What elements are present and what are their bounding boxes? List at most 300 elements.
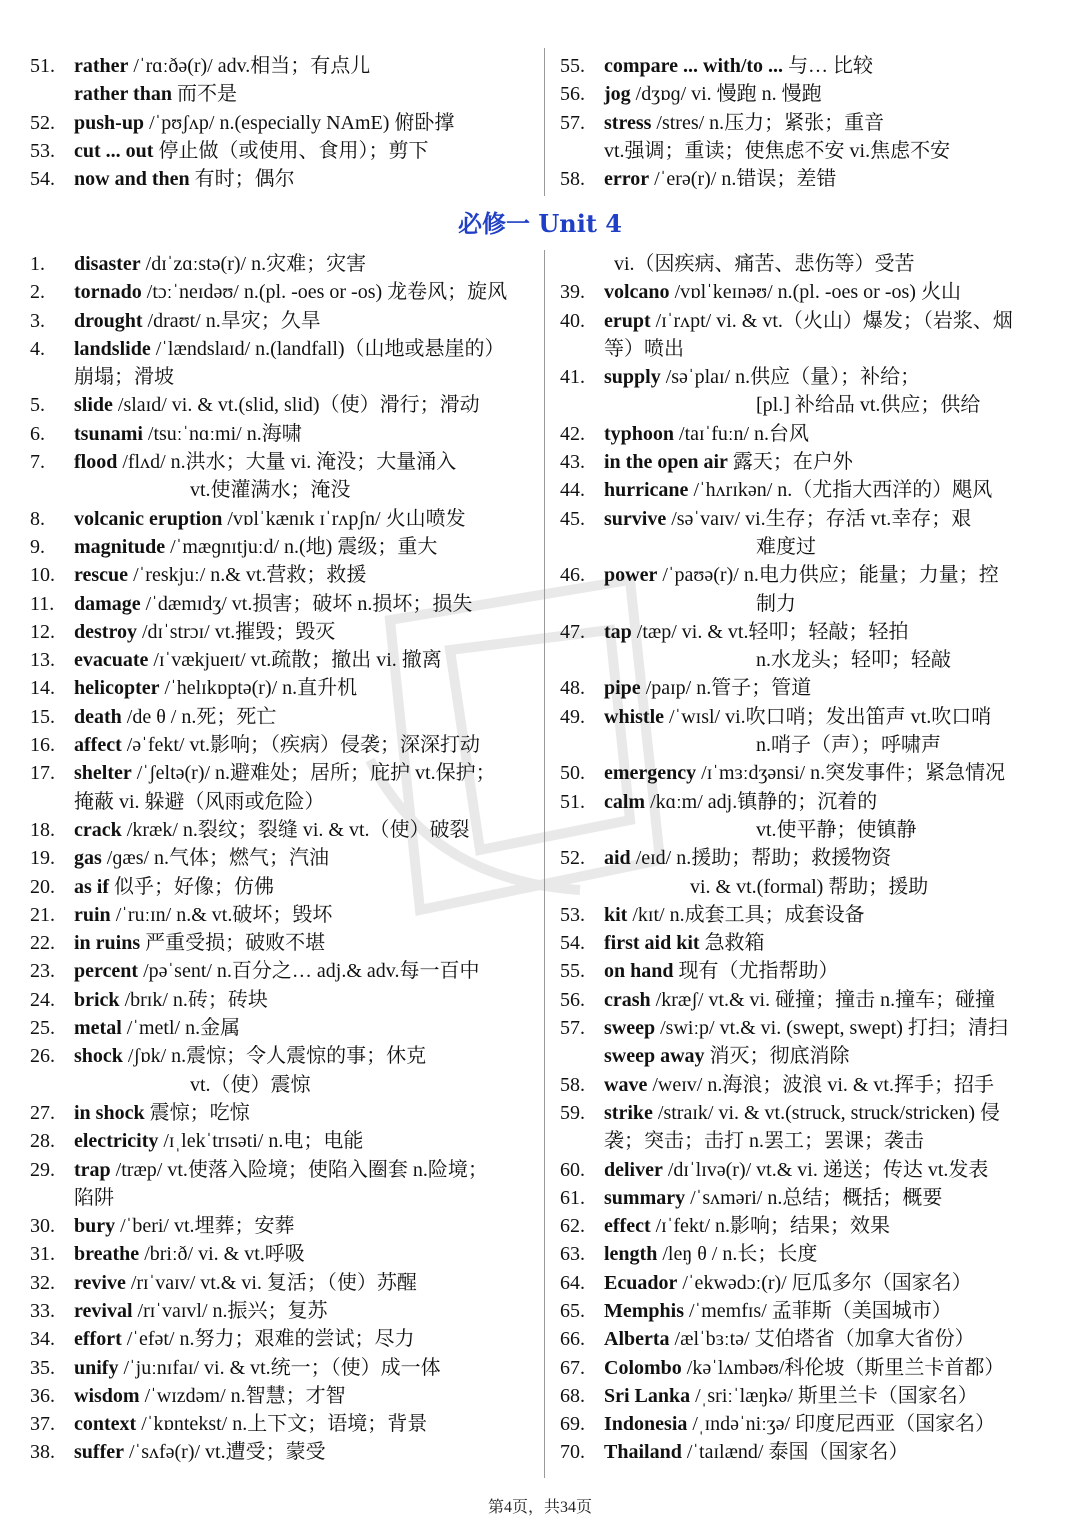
entry-word: whistle <box>604 705 664 728</box>
entry-word: landslide <box>74 337 151 360</box>
entry-number: 17. <box>30 762 55 785</box>
entry-number: 65. <box>560 1299 585 1322</box>
entry-number: 51. <box>560 790 585 813</box>
entry-word: percent <box>74 960 139 983</box>
entry-number: 19. <box>30 847 55 870</box>
entry-number: 66. <box>560 1328 585 1351</box>
entry-definition: /vɒlˈkeɪnəʊ/ n.(pl. -oes or -os) 火山 <box>669 281 961 304</box>
entry-number: 4. <box>30 337 45 360</box>
entry-number: 52. <box>560 847 585 870</box>
entry-definition: /rɪˈvaɪv/ vt.& vi. 复活；（使）苏醒 <box>125 1271 417 1294</box>
entry-word: rather <box>74 55 129 77</box>
vocab-entry <box>30 505 535 533</box>
entry-definition: [pl.] 补给品 vt.供应；供给 <box>756 394 981 417</box>
entry-definition: /tsuːˈnɑːmi/ n.海啸 <box>142 422 302 445</box>
entry-word: unify <box>74 1356 119 1379</box>
entry-word: tsunami <box>74 422 143 445</box>
entry-definition: /kɪt/ n.成套工具；成套设备 <box>627 903 865 926</box>
entry-definition: 难度过 <box>756 535 816 558</box>
entry-word: pipe <box>604 677 641 700</box>
vocab-entry-continuation <box>560 137 1065 165</box>
entry-definition: /ˈefət/ n.努力；艰难的尝试；尽力 <box>121 1328 415 1351</box>
entry-word: metal <box>74 1017 122 1040</box>
entry-number: 58. <box>560 1073 585 1096</box>
entry-number: 45. <box>560 507 585 530</box>
vocab-entry <box>30 901 535 929</box>
entry-number: 36. <box>30 1384 55 1407</box>
entry-number: 32. <box>30 1271 55 1294</box>
entry-number: 46. <box>560 564 585 587</box>
entry-definition: 陷阱 <box>74 1186 114 1209</box>
entry-number: 40. <box>560 309 585 332</box>
entry-word: wisdom <box>74 1384 140 1407</box>
entry-word: context <box>74 1413 137 1436</box>
vocab-entry <box>560 759 1065 787</box>
vocab-entry <box>560 901 1065 929</box>
entry-number: 37. <box>30 1413 55 1436</box>
vocab-entry-continuation <box>560 335 1065 363</box>
entry-definition: /de θ / n.死；死亡 <box>121 705 277 728</box>
entry-definition: /ˈdæmɪdʒ/ vt.损害；破坏 n.损坏；损失 <box>140 592 473 615</box>
vocab-entry <box>30 391 535 419</box>
vocab-entry <box>30 1410 535 1438</box>
entry-definition: 而不是 <box>171 83 237 106</box>
entry-word: ruin <box>74 903 111 926</box>
entry-word: flood <box>74 451 118 474</box>
entry-word: Thailand <box>604 1441 682 1464</box>
vocab-entry <box>30 1156 535 1184</box>
entry-word: crack <box>74 818 122 841</box>
entry-word: breathe <box>74 1243 140 1266</box>
vocab-entry <box>560 505 1065 533</box>
entry-word: damage <box>74 592 141 615</box>
entry-number: 16. <box>30 734 55 757</box>
entry-word: death <box>74 705 122 728</box>
entry-word: tap <box>604 620 632 643</box>
entry-definition: /ɪˈvækjueɪt/ vt.疏散；撤出 vi. 撤离 <box>148 649 442 672</box>
entry-word: drought <box>74 309 143 332</box>
vocab-entry-continuation <box>30 1071 535 1099</box>
entry-definition: /straɪk/ vi. & vt.(struck, struck/stricken) 侵 <box>652 1101 1001 1124</box>
entry-number: 1. <box>30 253 45 275</box>
entry-word: effort <box>74 1328 122 1351</box>
entry-word: stress <box>604 111 652 134</box>
entry-word: compare ... with/to ... <box>604 55 784 77</box>
vocab-entry <box>30 1438 535 1466</box>
entry-number: 39. <box>560 281 585 304</box>
vocab-entry <box>560 1071 1065 1099</box>
entry-word: calm <box>604 790 646 813</box>
entry-word: rescue <box>74 564 129 587</box>
vocab-entry-continuation <box>560 1127 1065 1155</box>
entry-definition: /eɪd/ n.援助；帮助；救援物资 <box>630 847 892 870</box>
entry-definition: n.哨子（声）；呼啸声 <box>756 734 941 757</box>
entry-definition: /kəˈlʌmbəʊ/科伦坡（斯里兰卡首都） <box>681 1356 1005 1379</box>
vocab-entry-continuation <box>560 533 1065 561</box>
entry-word: aid <box>604 847 631 870</box>
vocab-entry <box>560 1014 1065 1042</box>
entry-definition: /slaɪd/ vi. & vt.(slid, slid)（使）滑行；滑动 <box>112 394 480 417</box>
main-right-column <box>560 250 1065 1467</box>
entry-number: 14. <box>30 677 55 700</box>
entry-definition: /ˈwɪsl/ vi.吹口哨；发出笛声 vt.吹口哨 <box>664 705 992 728</box>
vocab-entry <box>560 1382 1065 1410</box>
section-title: 必修一 Unit 4 <box>458 209 622 238</box>
entry-definition: /ˈerə(r)/ n.错误；差错 <box>649 168 837 191</box>
entry-number: 68. <box>560 1384 585 1407</box>
entry-number: 8. <box>30 507 45 530</box>
vocab-entry <box>560 420 1065 448</box>
entry-definition: /ˈmemfɪs/ 孟菲斯（美国城市） <box>684 1299 952 1322</box>
entry-word: shock <box>74 1045 123 1068</box>
vocab-entry <box>560 52 1065 80</box>
entry-number: 41. <box>560 366 585 389</box>
vocab-entry <box>30 957 535 985</box>
entry-definition: /weɪv/ n.海浪；波浪 vi. & vt.挥手；招手 <box>647 1073 994 1096</box>
vocab-entry <box>30 1099 535 1127</box>
vocab-entry <box>560 1269 1065 1297</box>
entry-definition: /ˈruːɪn/ n.& vt.破坏；毁坏 <box>110 903 333 926</box>
entry-word: destroy <box>74 620 137 643</box>
vocab-entry <box>30 618 535 646</box>
vocab-entry <box>560 618 1065 646</box>
entry-definition: vt.使平静；使镇静 <box>756 818 917 841</box>
entry-word: electricity <box>74 1130 159 1153</box>
vocab-entry <box>30 109 535 137</box>
entry-definition: /səˈvaɪv/ vi.生存；存活 vt.幸存；艰 <box>666 507 972 530</box>
vocab-entry <box>560 1184 1065 1212</box>
entry-definition: 制力 <box>756 592 796 615</box>
entry-definition: 袭；突击；击打 n.罢工；罢课；袭击 <box>604 1130 924 1153</box>
entry-word: strike <box>604 1101 653 1124</box>
entry-definition: 严重受损；破败不堪 <box>140 932 326 955</box>
entry-number: 3. <box>30 309 45 332</box>
vocab-entry <box>30 1382 535 1410</box>
top-right-column <box>560 52 1065 193</box>
vocab-entry <box>30 1325 535 1353</box>
entry-number: 61. <box>560 1186 585 1209</box>
entry-definition: n.水龙头；轻叩；轻敲 <box>756 649 951 672</box>
entry-number: 64. <box>560 1271 585 1294</box>
entry-definition: /flʌd/ n.洪水；大量 vi. 淹没；大量涌入 <box>117 451 457 474</box>
entry-number: 55. <box>560 55 585 77</box>
vocab-entry <box>30 165 535 193</box>
entry-word: Alberta <box>604 1328 670 1351</box>
entry-definition: /ɪˈrʌpt/ vi. & vt.（火山）爆发；（岩浆、烟 <box>650 309 1013 332</box>
entry-number: 57. <box>560 1017 585 1040</box>
entry-number: 67. <box>560 1356 585 1379</box>
vocab-entry <box>560 561 1065 589</box>
vocab-entry-continuation <box>30 363 535 391</box>
vocab-entry <box>30 1127 535 1155</box>
entry-definition: /ˈmetl/ n.金属 <box>121 1017 241 1040</box>
entry-definition: 停止做（或使用、食用）；剪下 <box>153 139 429 162</box>
entry-number: 25. <box>30 1017 55 1040</box>
entry-word: power <box>604 564 658 587</box>
entry-definition: vt.使灌满水；淹没 <box>190 479 351 502</box>
column-divider-main <box>544 250 545 1478</box>
entry-word: effect <box>604 1215 651 1238</box>
vocab-entry-continuation <box>560 391 1065 419</box>
entry-definition: /tɔːˈneɪdəʊ/ n.(pl. -oes or -os) 龙卷风；旋风 <box>141 281 508 304</box>
entry-definition: /pəˈsent/ n.百分之… adj.& adv.每一百中 <box>138 960 480 983</box>
entry-definition: /ɪˈmɜːdʒənsi/ n.突发事件；紧急情况 <box>696 762 1006 785</box>
entry-number: 28. <box>30 1130 55 1153</box>
vocab-entry <box>30 1042 535 1070</box>
entry-definition: /paɪp/ n.管子；管道 <box>640 677 812 700</box>
entry-word: jog <box>604 83 631 106</box>
entry-definition: /ɪˈfekt/ n.影响；结果；效果 <box>650 1215 891 1238</box>
entry-number: 43. <box>560 451 585 474</box>
vocab-entry <box>30 986 535 1014</box>
vocab-entry <box>30 278 535 306</box>
entry-definition: 与… 比较 <box>783 55 874 77</box>
vocab-entry <box>560 703 1065 731</box>
entry-number: 22. <box>30 932 55 955</box>
entry-number: 2. <box>30 281 45 304</box>
entry-definition: /kræk/ n.裂纹；裂缝 vi. & vt.（使）破裂 <box>121 818 470 841</box>
entry-definition: 露天；在户外 <box>727 451 853 474</box>
entry-number: 70. <box>560 1441 585 1464</box>
entry-word: bury <box>74 1215 116 1238</box>
entry-definition: /əˈfekt/ vt.影响；（疾病）侵袭；深深打动 <box>121 734 481 757</box>
vocab-entry <box>30 816 535 844</box>
entry-definition: /brɪk/ n.砖；砖块 <box>119 988 268 1011</box>
entry-definition: 有时；偶尔 <box>189 168 295 191</box>
entry-definition: /ˌsriːˈlæŋkə/ 斯里兰卡（国家名） <box>690 1384 978 1407</box>
vocab-entry <box>560 1354 1065 1382</box>
entry-word: emergency <box>604 762 697 785</box>
vocab-entry <box>560 957 1065 985</box>
entry-definition: /swiːp/ vt.& vi. (swept, swept) 打扫；清扫 <box>655 1017 1008 1040</box>
vocab-entry <box>30 533 535 561</box>
vocab-entry <box>30 590 535 618</box>
vocab-entry <box>560 448 1065 476</box>
vocab-entry <box>30 873 535 901</box>
entry-definition: /ˈjuːnɪfaɪ/ vi. & vt.统一；（使）成一体 <box>118 1356 441 1379</box>
entry-definition: /dʒɒɡ/ vi. 慢跑 n. 慢跑 <box>630 83 822 106</box>
entry-word: in shock <box>74 1101 145 1124</box>
vocab-entry <box>560 1410 1065 1438</box>
vocab-entry <box>560 165 1065 193</box>
entry-definition: /ɡæs/ n.气体；燃气；汽油 <box>101 847 330 870</box>
vocab-entry <box>30 1240 535 1268</box>
entry-number: 21. <box>30 903 55 926</box>
entry-number: 56. <box>560 988 585 1011</box>
vocab-entry <box>30 929 535 957</box>
entry-word: sweep away <box>604 1045 705 1068</box>
entry-word: slide <box>74 394 113 417</box>
vocab-entry-continuation <box>560 731 1065 759</box>
entry-definition: vt.（使）震惊 <box>190 1073 311 1096</box>
entry-number: 54. <box>560 932 585 955</box>
entry-definition: /ˈpaʊə(r)/ n.电力供应；能量；力量；控 <box>657 564 999 587</box>
entry-word: wave <box>604 1073 648 1096</box>
entry-word: shelter <box>74 762 132 785</box>
vocab-entry-continuation <box>560 816 1065 844</box>
entry-word: Memphis <box>604 1299 684 1322</box>
entry-word: rather than <box>74 83 172 106</box>
entry-definition: /træp/ vt.使落入险境；使陷入圈套 n.险境； <box>110 1158 488 1181</box>
vocab-entry-continuation <box>560 250 1065 278</box>
entry-definition: /kɑːm/ adj.镇静的；沉着的 <box>645 790 878 813</box>
vocab-entry <box>30 844 535 872</box>
entry-word: trap <box>74 1158 111 1181</box>
vocab-entry <box>30 1212 535 1240</box>
entry-definition: /vɒlˈkænɪk ɪˈrʌpʃn/ 火山喷发 <box>222 507 466 530</box>
entry-definition: /ˈekwədɔː(r)/ 厄瓜多尔（国家名） <box>677 1271 972 1294</box>
vocab-entry <box>30 1014 535 1042</box>
entry-definition: /ˈlændslaɪd/ n.(landfall)（山地或悬崖的） <box>150 337 505 360</box>
vocab-entry <box>560 1438 1065 1466</box>
entry-word: crash <box>604 988 651 1011</box>
entry-word: erupt <box>604 309 651 332</box>
entry-definition: /səˈplaɪ/ n.供应（量）；补给； <box>660 366 921 389</box>
vocab-entry <box>560 788 1065 816</box>
page-footer: 第4页，共34页 <box>487 1499 592 1516</box>
entry-word: push-up <box>74 111 145 134</box>
entry-word: in ruins <box>74 932 141 955</box>
entry-number: 53. <box>30 139 55 162</box>
vocab-entry <box>30 52 535 80</box>
entry-number: 18. <box>30 818 55 841</box>
entry-number: 69. <box>560 1413 585 1436</box>
vocab-entry <box>30 1269 535 1297</box>
entry-word: survive <box>604 507 667 530</box>
entry-number: 63. <box>560 1243 585 1266</box>
entry-word: cut ... out <box>74 139 154 162</box>
entry-word: volcano <box>604 281 670 304</box>
entry-number: 10. <box>30 564 55 587</box>
entry-word: sweep <box>604 1017 656 1040</box>
vocab-entry <box>560 1297 1065 1325</box>
vocab-entry <box>560 307 1065 335</box>
vocab-entry-continuation <box>30 788 535 816</box>
entry-definition: /ˌɪndəˈniːʒə/ 印度尼西亚（国家名） <box>687 1413 996 1436</box>
entry-number: 29. <box>30 1158 55 1181</box>
vocab-entry-continuation <box>560 646 1065 674</box>
entry-definition: /kræʃ/ vt.& vi. 碰撞；撞击 n.撞车；碰撞 <box>650 988 996 1011</box>
entry-word: Sri Lanka <box>604 1384 691 1407</box>
entry-word: supply <box>604 366 661 389</box>
vocab-entry <box>30 561 535 589</box>
entry-number: 38. <box>30 1441 55 1464</box>
entry-word: length <box>604 1243 658 1266</box>
entry-definition: /taɪˈfuːn/ n.台风 <box>674 422 810 445</box>
entry-word: affect <box>74 734 122 757</box>
entry-number: 13. <box>30 649 55 672</box>
vocab-entry <box>30 137 535 165</box>
entry-number: 47. <box>560 620 585 643</box>
entry-number: 7. <box>30 451 45 474</box>
vocab-entry <box>560 109 1065 137</box>
entry-number: 33. <box>30 1299 55 1322</box>
entry-word: error <box>604 168 650 191</box>
entry-definition: 掩蔽 vi. 躲避（风雨或危险） <box>74 790 325 813</box>
entry-definition: /draʊt/ n.旱灾；久旱 <box>142 309 321 332</box>
vocab-entry-continuation <box>560 1042 1065 1070</box>
entry-word: deliver <box>604 1158 663 1181</box>
vocab-entry <box>560 1156 1065 1184</box>
top-left-column <box>30 52 535 193</box>
entry-number: 26. <box>30 1045 55 1068</box>
vocab-entry <box>30 646 535 674</box>
entry-number: 30. <box>30 1215 55 1238</box>
vocab-entry-continuation <box>30 476 535 504</box>
entry-word: gas <box>74 847 102 870</box>
entry-word: kit <box>604 903 628 926</box>
entry-definition: /ˈkɒntekst/ n.上下文；语境；背景 <box>136 1413 428 1436</box>
vocab-entry <box>560 986 1065 1014</box>
vocab-entry <box>560 1099 1065 1127</box>
entry-word: hurricane <box>604 479 689 502</box>
entry-word: suffer <box>74 1441 124 1464</box>
vocab-entry <box>560 1240 1065 1268</box>
vocab-entry <box>30 250 535 278</box>
vocab-entry <box>30 674 535 702</box>
entry-number: 49. <box>560 705 585 728</box>
vocab-entry <box>560 278 1065 306</box>
entry-number: 53. <box>560 903 585 926</box>
entry-definition: /rɪˈvaɪvl/ n.振兴；复苏 <box>132 1299 328 1322</box>
entry-number: 52. <box>30 111 55 134</box>
vocab-entry <box>560 1212 1065 1240</box>
vocab-entry <box>560 80 1065 108</box>
entry-definition: /ˈberi/ vt.埋葬；安葬 <box>115 1215 295 1238</box>
entry-word: first aid kit <box>604 932 700 955</box>
entry-definition: 急救箱 <box>699 932 765 955</box>
entry-number: 60. <box>560 1158 585 1181</box>
vocab-entry <box>560 929 1065 957</box>
entry-definition: /ˈsʌməri/ n.总结；概括；概要 <box>685 1186 943 1209</box>
entry-definition: 崩塌；滑坡 <box>74 366 174 389</box>
entry-definition: /tæp/ vi. & vt.轻叩；轻敲；轻拍 <box>631 620 909 643</box>
vocab-entry <box>560 363 1065 391</box>
entry-definition: /ˈhelɪkɒptə(r)/ n.直升机 <box>159 677 358 700</box>
entry-word: disaster <box>74 253 141 275</box>
entry-definition: /leŋ θ / n.长；长度 <box>657 1243 818 1266</box>
entry-word: revival <box>74 1299 133 1322</box>
vocab-entry <box>30 759 535 787</box>
vocab-entry-continuation <box>30 1184 535 1212</box>
entry-word: on hand <box>604 960 674 983</box>
entry-number: 50. <box>560 762 585 785</box>
entry-number: 42. <box>560 422 585 445</box>
vocab-entry <box>30 1297 535 1325</box>
vocab-entry-continuation <box>30 80 535 108</box>
column-divider-top <box>544 48 545 196</box>
entry-definition: /ˈsʌfə(r)/ vt.遭受；蒙受 <box>123 1441 326 1464</box>
entry-word: Indonesia <box>604 1413 688 1436</box>
entry-number: 15. <box>30 705 55 728</box>
entry-definition: vt.强调；重读；使焦虑不安 vi.焦虑不安 <box>604 139 951 162</box>
entry-definition: 消灭；彻底消除 <box>704 1045 850 1068</box>
entry-number: 20. <box>30 875 55 898</box>
vocab-entry-continuation <box>560 590 1065 618</box>
vocab-entry <box>560 674 1065 702</box>
vocab-entry <box>30 1354 535 1382</box>
entry-number: 12. <box>30 620 55 643</box>
entry-word: typhoon <box>604 422 675 445</box>
vocab-entry <box>560 476 1065 504</box>
entry-definition: /ˈwɪzdəm/ n.智慧；才智 <box>139 1384 346 1407</box>
entry-word: summary <box>604 1186 686 1209</box>
entry-number: 11. <box>30 592 55 615</box>
entry-word: helicopter <box>74 677 160 700</box>
entry-definition: /ˈtaɪlænd/ 泰国（国家名） <box>681 1441 909 1464</box>
vocab-entry <box>560 844 1065 872</box>
entry-number: 9. <box>30 535 45 558</box>
